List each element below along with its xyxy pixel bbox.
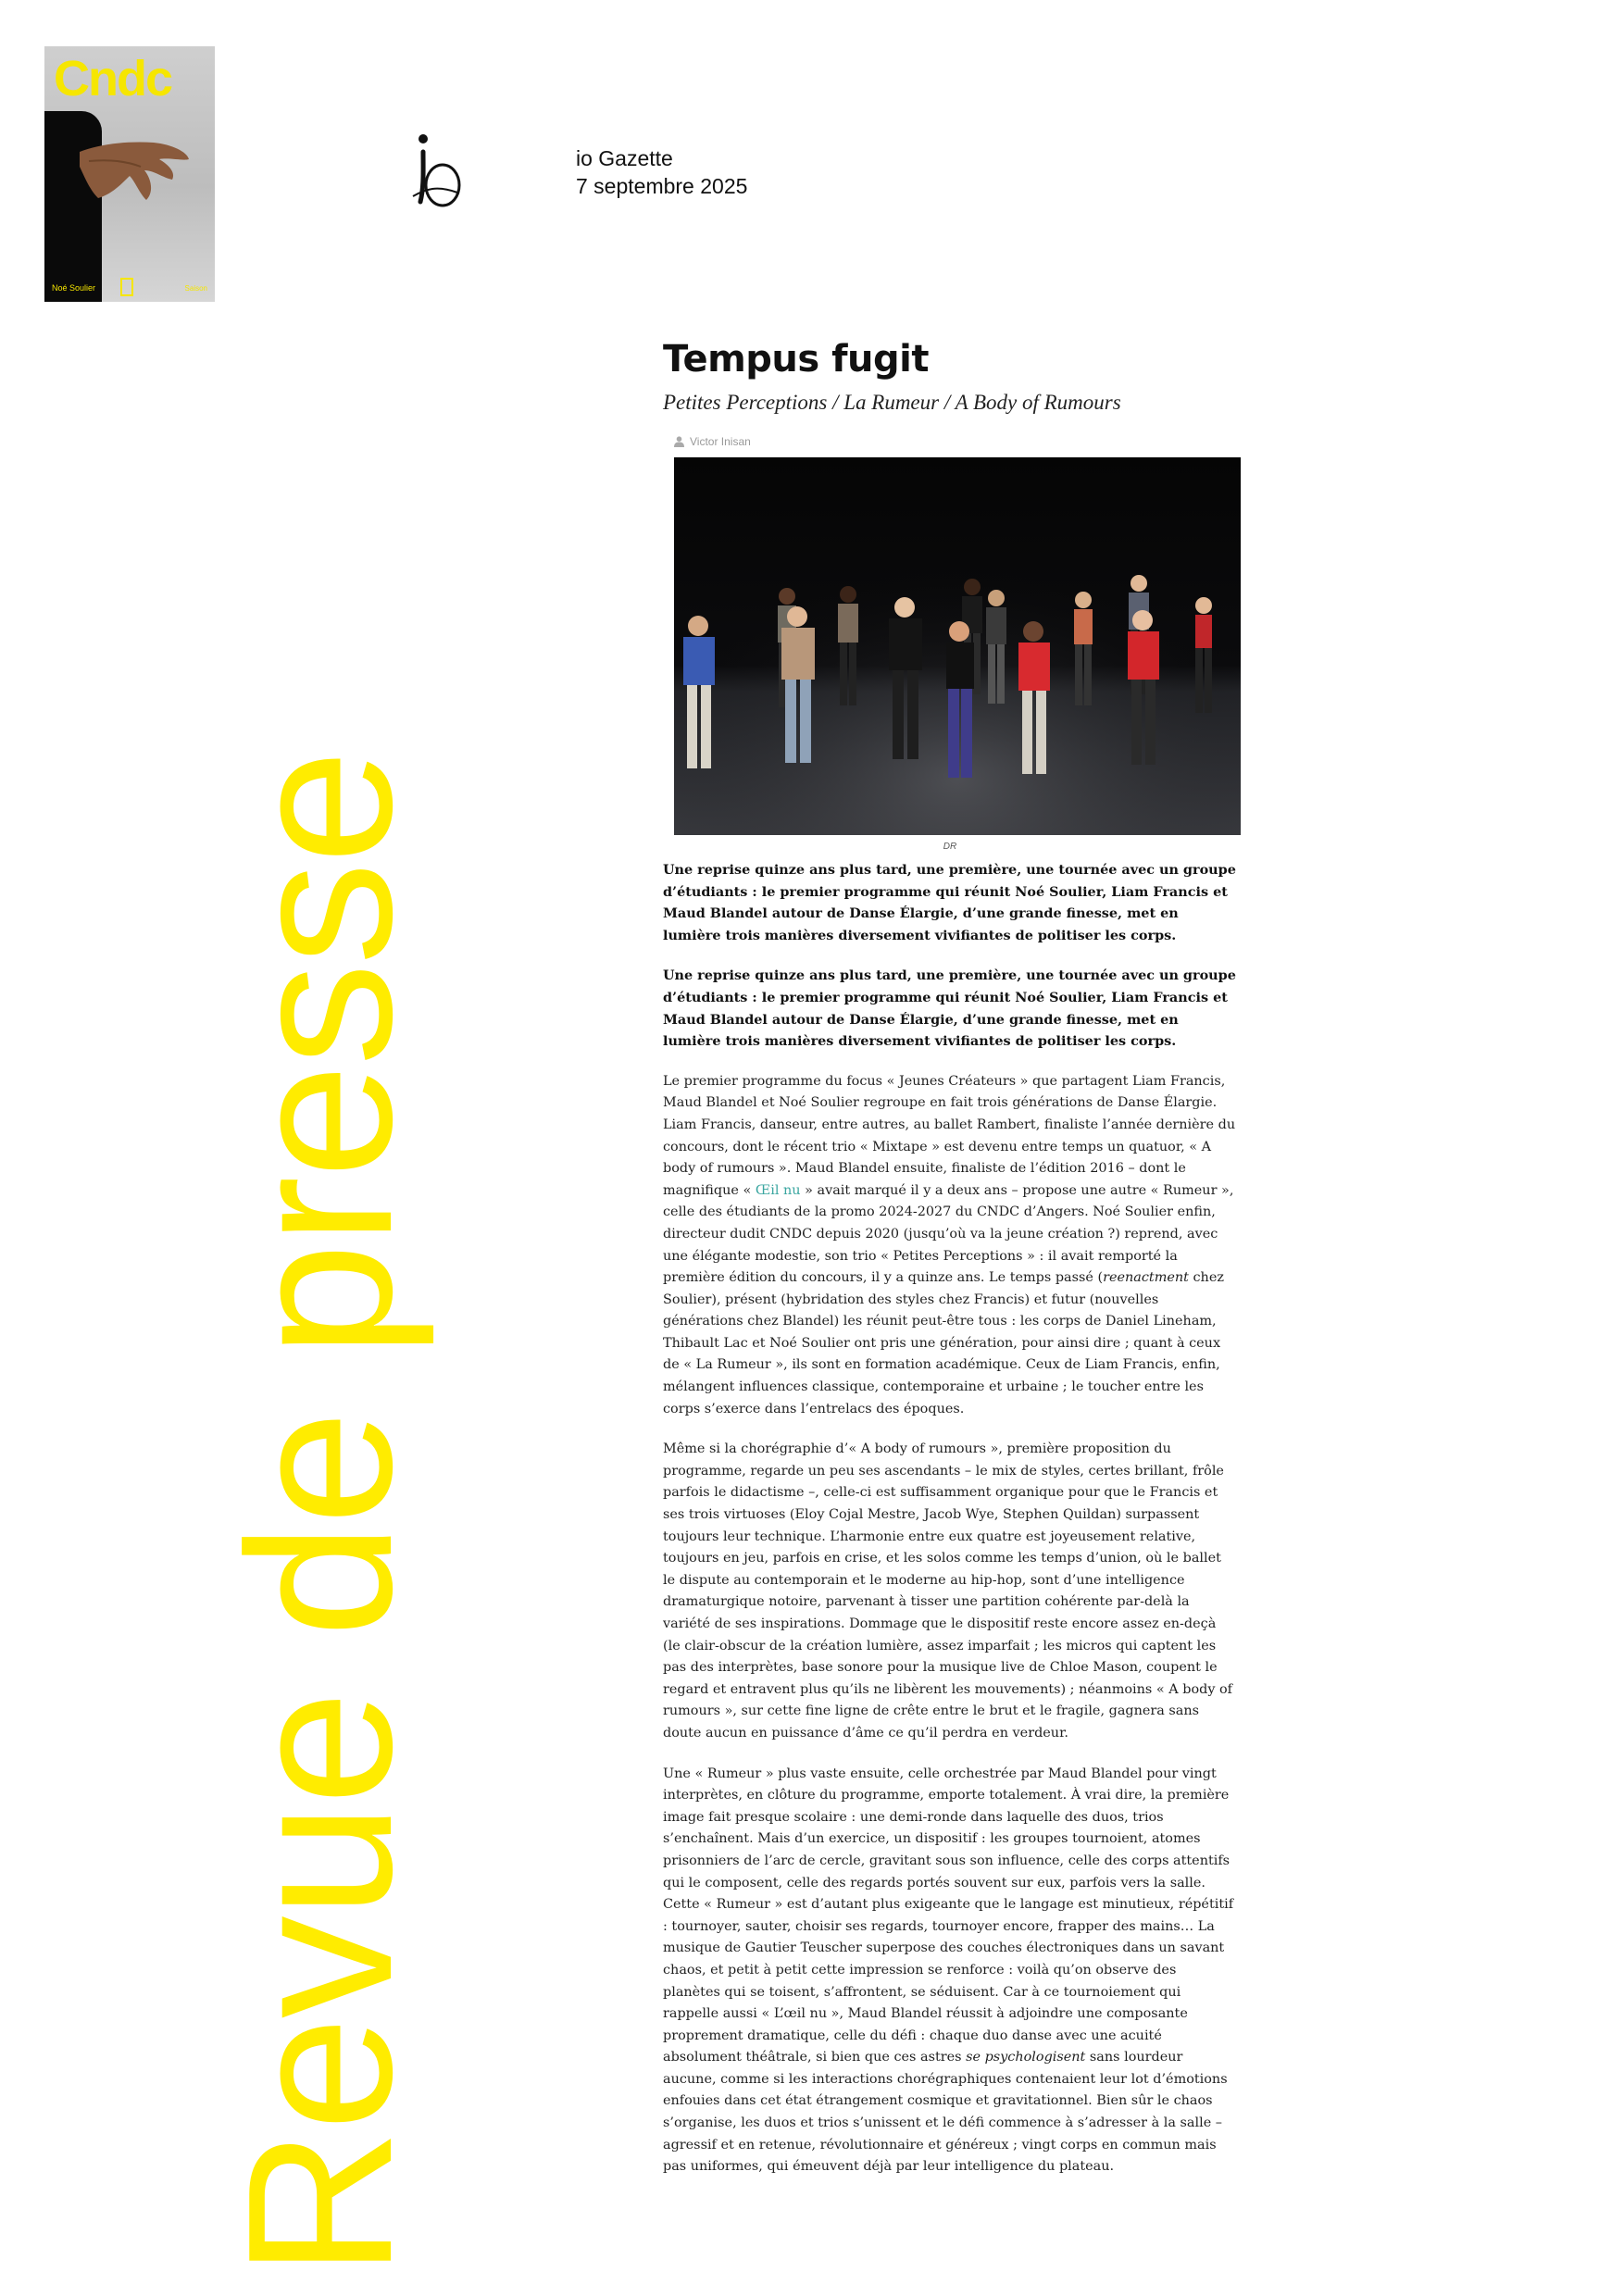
cover-title: Cndc — [54, 51, 171, 106]
article-lead-repeat: Une reprise quinze ans plus tard, une première, une tournée avec un groupe d’étudiants : le premier programme qui réunit Noé Soulier, Liam Francis et Maud Blandel autour de Danse Élargie, d’une grande finesse, met en lumière trois manières diversement vivifiantes de politiser les corps. — [663, 967, 1236, 1050]
paragraph-3-emphasis: se psychologisent — [966, 2050, 1086, 2065]
cover-author: Noé Soulier — [52, 283, 96, 293]
article-photo — [674, 457, 1241, 835]
paragraph-3-text-a: Une « Rumeur » plus vaste ensuite, celle orchestrée par Maud Blandel pour vingt interprètes, en clôture du programme, emporte totalement. À vrai dire, la première image fait presque scolaire : une demi-ronde dans laquelle des duos, trios s’enchaînent. Mais d’un exercice, un dispositif : les groupes tournoient, atomes prisonniers de l’arc de cercle, gravitant sous son influence, celle des corps attentifs qui le composent, celle des regards portés souvent sur eux, parfois vers la salle. Cette « Rumeur » est d’autant plus exigeante que le langage est minutieux, répétitif : tournoyer, sauter, choisir ses regards, tournoyer encore, frapper des mains… La musique de Gautier Teuscher superpose des couches électroniques dans un savant chaos, et petit à petit cette impression se renforce : voilà qu’on observe des planètes qui se toisent, s’affrontent, se séduisent. Car à ce tournoiement qui rappelle aussi « L’œil nu », Maud Blandel réussit à adjoindre une composante proprement dramatique, celle du défi : chaque duo danse avec une acuité absolument théâtrale, si bien que ces astres — [663, 1766, 1234, 2065]
paragraph-1-emphasis: reenactment — [1103, 1270, 1189, 1286]
paragraph-1-text-a: Le premier programme du focus « Jeunes Créateurs » que partagent Liam Francis, Maud Blandel et Noé Soulier regroupe en fait trois générations de Danse Élargie. Liam Francis, danseur, entre autres, au ballet Rambert, finaliste l’année dernière du concours, dont le récent trio « Mixtape » est devenu entre temps un quatuor, « A body of rumours ». Maud Blandel ensuite, finaliste de l’édition 2016 – dont le magnifique « — [663, 1073, 1236, 1198]
oeil-nu-link[interactable]: Œil nu — [755, 1182, 801, 1198]
cover-arm-illustration — [80, 124, 191, 209]
side-title: Revue de presse — [206, 751, 435, 2277]
user-icon — [674, 436, 684, 447]
article-subtitle: Petites Perceptions / La Rumeur / A Body of Rumours — [663, 391, 1121, 414]
byline — [674, 435, 1237, 448]
cover-date-label: Saison — [184, 284, 207, 293]
article-lead: Une reprise quinze ans plus tard, une première, une tournée avec un groupe d’étudiants : le premier programme qui réunit Noé Soulier, Liam Francis et Maud Blandel autour de Danse Élargie, d’une grande finesse, met en lumière trois manières diversement vivifiantes de politiser les corps. — [663, 862, 1236, 943]
article-paragraph-1 — [663, 1071, 1237, 1421]
cover-thumbnail — [44, 46, 215, 302]
publication-header — [576, 144, 747, 200]
publication-date: 7 septembre 2025 — [576, 174, 748, 198]
article — [663, 339, 1237, 2178]
publication-name: io Gazette — [576, 146, 673, 170]
paragraph-3-text-b: sans lourdeur aucune, comme si les interactions chorégraphiques contenaient leur lot d’émotions enfouies dans cet état étrangement cosmique et gravitationnel. Bien sûr le chaos s’organise, les duos et trios s’unissent et le défi commence à s’adresser à la salle – agressif et en retenue, révolutionnaire et généreux ; vingt corps en commun mais pas uniformes, qui émeuvent déjà par leur intelligence du plateau. — [663, 2050, 1228, 2175]
article-paragraph-3 — [663, 1764, 1237, 2178]
io-logo-icon — [404, 131, 468, 209]
paragraph-1-text-c: chez Soulier), présent (hybridation des styles chez Francis) et futur (nouvelles générations chez Blandel) les réunit peut-être tous : les corps de Daniel Lineham, Thibault Lac et Noé Soulier ont pris une génération, pour ainsi dire ; quant à ceux de « La Rumeur », ils sont en formation académique. Ceux de Liam Francis, enfin, mélangent influences classique, contemporaine et urbaine ; le toucher entre les corps s’exerce dans l’entrelacs des époques. — [663, 1270, 1224, 1416]
paragraph-1-text-b: » avait marqué il y a deux ans – propose une autre « Rumeur », celle des étudiants de la promo 2024-2027 du CNDC d’Angers. Noé Soulier enfin, directeur dudit CNDC depuis 2020 (jusqu’où va la jeune création ?) reprend, avec une élégante modestie, son trio « Petites Perceptions » : il avait remporté la première édition du concours, il y a quinze ans. Le temps passé ( — [663, 1182, 1234, 1286]
photo-caption: DR — [943, 842, 957, 852]
cover-logo-icon — [120, 278, 133, 296]
article-paragraph-2: Même si la chorégraphie d’« A body of rumours », première proposition du programme, regarde un peu ses ascendants – le mix de styles, certes brillant, frôle parfois le didactisme –, celle-ci est suffisamment organique pour que le Francis et ses trois virtuoses (Eloy Cojal Mestre, Jacob Wye, Stephen Quildan) surpassent toujours leur technique. L’harmonie entre eux quatre est joyeusement relative, toujours en jeu, parfois en crise, et les solos comme les temps d’union, où le ballet le dispute au contemporain et le moderne au hip-hop, sont d’une intelligence dramaturgique notoire, parvenant à tisser une partition cohérente par-delà la variété de ses inspirations. Dommage que le dispositif reste encore assez en-deçà (le clair-obscur de la création lumière, assez imparfait ; les micros qui captent les pas des interprètes, base sonore pour la musique live de Chloe Mason, coupent le regard et entravent plus qu’ils ne libèrent les mouvements) ; néanmoins « A body of rumours », sur cette fine ligne de crête entre le brut et le fragile, gagnera sans doute aucun en puissance d’âme ce qu’il perdra en verdeur. — [663, 1441, 1233, 1741]
article-title: Tempus fugit — [663, 338, 929, 381]
author-name: Victor Inisan — [690, 435, 751, 448]
